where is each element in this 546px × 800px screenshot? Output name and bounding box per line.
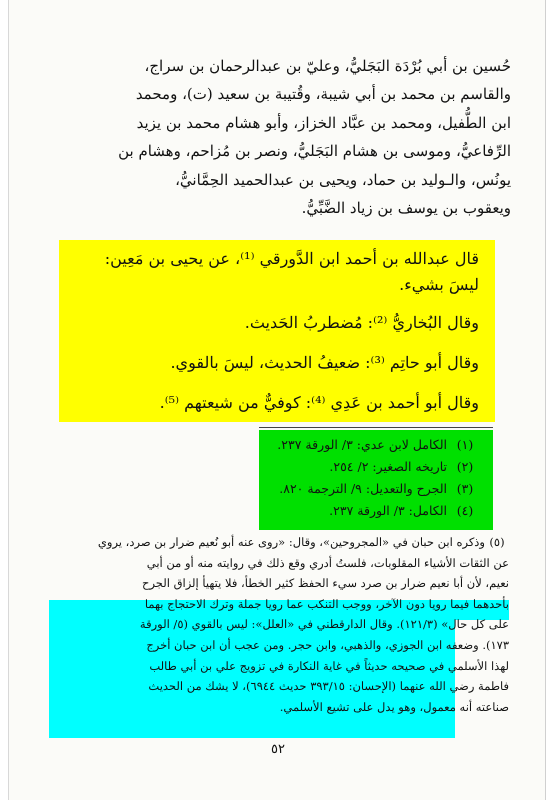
footnote-item	[265, 478, 483, 500]
footnote-number: (٢)	[456, 459, 474, 474]
footnote-item	[265, 456, 483, 478]
text-line: ويعقوب بن يوسف بن زياد الضَّبِّيُّ.	[301, 199, 511, 218]
main-paragraph	[61, 52, 511, 222]
footnote-text: نعيم، لأن أبا نعيم ضرار بن صرد سيء الحفظ كثير الخطأ، فلا يتهيأ إلزاق الجرح	[142, 576, 509, 591]
footnote-five	[49, 532, 509, 717]
footnote-text: ١٧٣). وضعفه ابن الجوزي، والذهبي، وابن حجر. ومن عجب أن ابن حبان أخرج	[146, 637, 509, 652]
footnote-text: فاطمة رضي الله عنهما (الإحسان: ٣٩٣/١٥ حديث ٦٩٤٤)، لا يشك من الحديث	[148, 679, 509, 694]
footnote-text: تاريخه الصغير: ٢/ ٢٥٤.	[329, 459, 447, 474]
footnote-text: الكامل لابن عدي: ٣/ الورقة ٢٣٧.	[277, 437, 447, 452]
quote-line: وقال أبو أحمد بن عَدِي ⁽⁴⁾: كوفيٌّ من شيعتهم ⁽⁵⁾.	[159, 393, 479, 412]
highlighted-quotes	[59, 240, 495, 422]
text-line: الرِّفاعيُّ، وموسى بن هشام البَجَليُّ، ونصر بن مُزاحم، وهشام بن	[118, 142, 511, 161]
quote-line: ليسَ بشيء.	[399, 275, 479, 294]
footnote-text: على كل حال» (١٢١/٣). وقال الدارقطني في «العلل»: ليس بالقوي (٥/ الورقة	[139, 617, 509, 632]
text-line: ابن الطُّفيل، ومحمد بن عبَّاد الخزاز، وأبو هشام محمد بن يزيد	[136, 113, 511, 132]
book-page	[8, 0, 546, 800]
text-line: والقاسم بن محمد بن أبي شيبة، وقُتيبة بن سعيد (ت)، ومحمد	[135, 85, 511, 104]
text-line: حُسين بن أبي بُرْدَة البَجَليُّ، وعليّ بن عبدالرحمان بن سراج،	[144, 57, 511, 75]
footnote-number: (٥)	[489, 535, 505, 549]
quote-line: قال عبدالله بن أحمد ابن الدَّورقي ⁽¹⁾، عن يحيى بن مَعِين:	[104, 249, 479, 268]
footnote-text: وذكره ابن حبان في «المجروحين»، وقال: «روى عنه أبو نُعيم ضرار بن صرد، يروي	[97, 535, 485, 549]
footnote-text: صناعته أنه معمول، وهو يدل على تشيع الأسلمي.	[279, 699, 509, 714]
footnotes-highlighted	[259, 430, 493, 530]
footnote-item	[265, 434, 483, 456]
footnote-five-first-line	[49, 532, 509, 553]
footnote-separator	[259, 427, 493, 428]
footnote-number: (١)	[456, 437, 474, 452]
footnote-text: لهذا الأسلمي في صحيحه حديثاً في غاية النكارة في تزويج علي بن أبي طالب	[149, 658, 509, 673]
footnote-item	[265, 500, 483, 522]
footnote-text: الجرح والتعديل: ٩/ الترجمة ٨٢٠.	[279, 481, 447, 496]
quote-line: وقال البُخاريُّ ⁽²⁾: مُضطربُ الحَديث.	[244, 313, 479, 332]
page-number: ٥٢	[271, 742, 285, 757]
footnote-text: الكامل: ٣/ الورقة ٢٣٧.	[329, 503, 447, 518]
footnote-number: (٣)	[456, 481, 474, 496]
text-line: يونُس، والـوليد بن حماد، ويحيى بن عبدالحميد الحِمَّانيُّ،	[175, 170, 511, 189]
footnote-text: بأحدهما فيما رويا دون الآخر، ووجب التنكب عما رويا جملة وترك الاحتجاج بهما	[144, 596, 509, 611]
footnote-number: (٤)	[456, 503, 474, 518]
quote-line: وقال أبو حاتِم ⁽³⁾: ضعيفُ الحديث، ليسَ بالقوي.	[170, 353, 479, 372]
footnote-text: عن الثقات الأشياء المقلوبات، فلستُ أدري وقع ذلك في روايته منه أو من أبي	[146, 555, 509, 570]
